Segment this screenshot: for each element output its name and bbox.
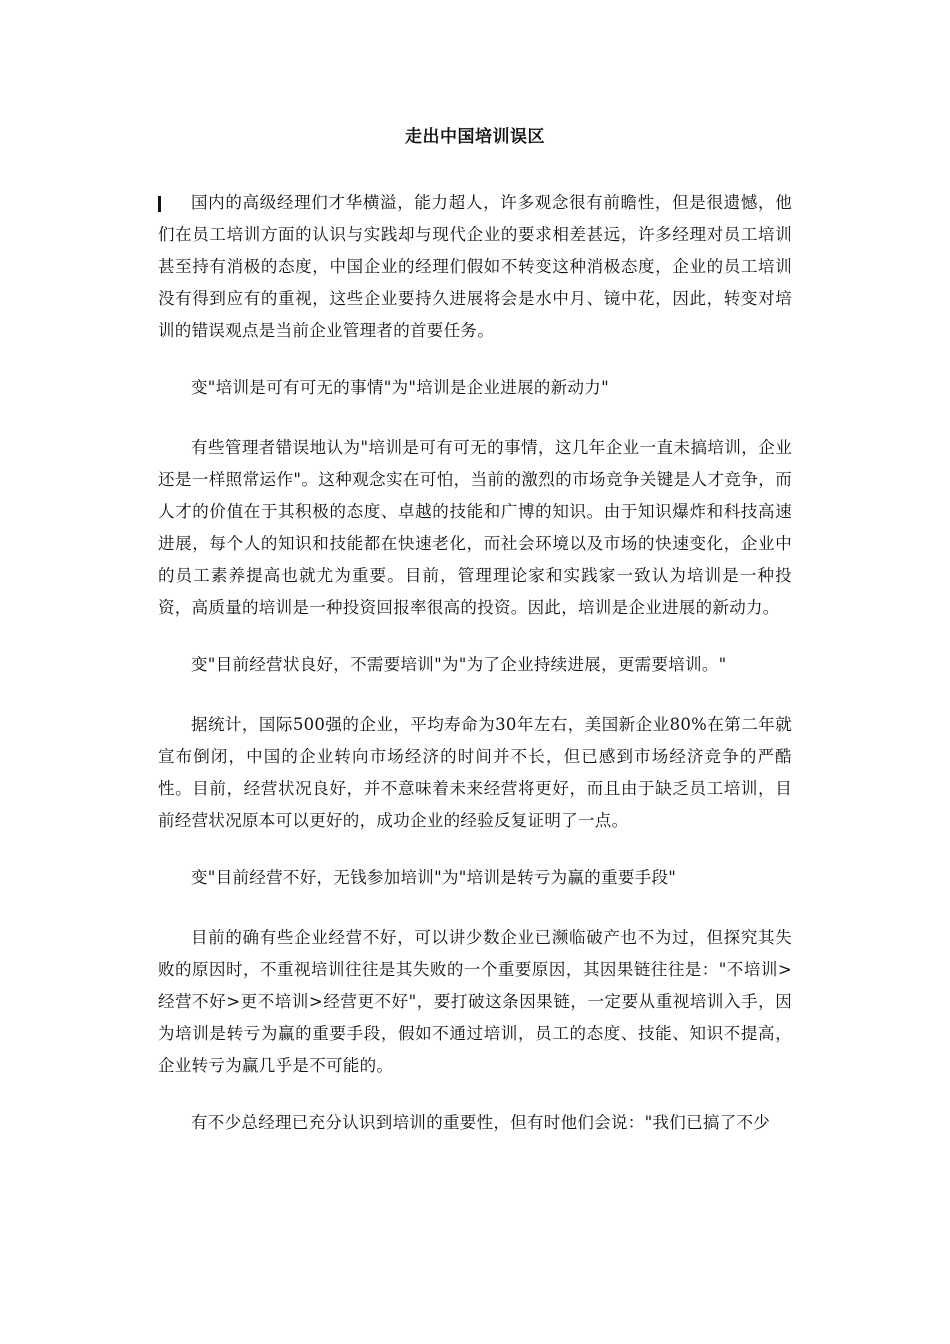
section-heading-1: 变"培训是可有可无的事情"为"培训是企业进展的新动力" (191, 378, 609, 397)
document-body (158, 187, 792, 1164)
paragraph-section-3: 目前的确有些企业经营不好，可以讲少数企业已濒临破产也不为过，但探究其失败的原因时，不重视培训往往是其失败的一个重要原因，其因果链往往是："不培训>经营不好>更不培训>经营更不好"，要打破这条因果链，一定要从重视培训入手，因为培训是转亏为赢的重要手段，假如不通过培训，员工的态度、技能、知识不提高，企业转亏为赢几乎是不可能的。 (158, 928, 792, 1075)
paragraph-continued: 有不少总经理已充分认识到培训的重要性，但有时他们会说："我们已搞了不少 (191, 1113, 771, 1132)
paragraph-section-1: 有些管理者错误地认为"培训是可有可无的事情，这几年企业一直未搞培训，企业还是一样照常运作"。这种观念实在可怕，当前的激烈的市场竞争关键是人才竞争，而人才的价值在于其积极的态度、卓越的技能和广博的知识。由于知识爆炸和科技高速进展，每个人的知识和技能都在快速老化，而社会环境以及市场的快速变化，企业中的员工素养提高也就尤为重要。目前，管理理论家和实践家一致认为培训是一种投资，高质量的培训是一种投资回报率很高的投资。因此，培训是企业进展的新动力。 (158, 438, 792, 617)
section-heading-3: 变"目前经营不好，无钱参加培训"为"培训是转亏为赢的重要手段" (191, 868, 677, 887)
section-heading-2: 变"目前经营状良好，不需要培训"为"为了企业持续进展，更需要培训。" (191, 655, 727, 674)
document-title: 走出中国培训误区 (405, 127, 545, 147)
paragraph-intro: 国内的高级经理们才华横溢，能力超人，许多观念很有前瞻性，但是很遗憾，他们在员工培训方面的认识与实践却与现代企业的要求相差甚远，许多经理对员工培训甚至持有消极的态度，中国企业的经理们假如不转变这种消极态度，企业的员工培训没有得到应有的重视，这些企业要持久进展将会是水中月、镜中花，因此，转变对培训的错误观点是当前企业管理者的首要任务。 (158, 193, 792, 340)
paragraph-section-2: 据统计，国际500强的企业，平均寿命为30年左右，美国新企业80%在第二年就宣布倒闭，中国的企业转向市场经济的时间并不长，但已感到市场经济竞争的严酷性。目前，经营状况良好，并不意味着未来经营将更好，而且由于缺乏员工培训，目前经营状况原本可以更好的，成功企业的经验反复证明了一点。 (158, 715, 792, 830)
